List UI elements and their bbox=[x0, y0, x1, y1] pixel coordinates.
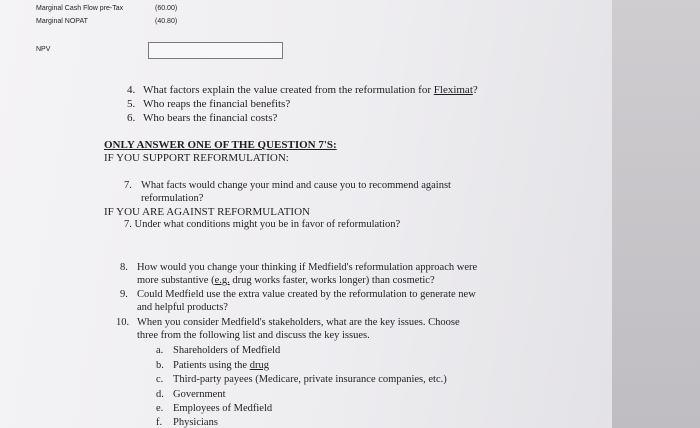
stakeholder-shareholders: Shareholders of Medfield bbox=[173, 345, 281, 356]
q4-number: 4. bbox=[127, 84, 136, 96]
stakeholder-payees: Third-party payees (Medicare, private insurance companies, etc.) bbox=[173, 374, 447, 385]
background-margin bbox=[612, 0, 700, 428]
cash-flow-label: Marginal Cash Flow pre-Tax bbox=[36, 5, 124, 12]
instruction-heading: ONLY ANSWER ONE OF THE QUESTION 7'S: bbox=[104, 139, 337, 151]
nopat-value: (40.80) bbox=[155, 18, 178, 25]
stakeholder-letter-c: c. bbox=[156, 374, 164, 385]
q9-line1: Could Medfield use the extra value created by the reformulation to generate new bbox=[137, 289, 476, 300]
stakeholder-government: Government bbox=[173, 389, 226, 400]
q10-number: 10. bbox=[116, 317, 130, 328]
npv-input-box[interactable] bbox=[148, 42, 283, 59]
nopat-label: Marginal NOPAT bbox=[36, 18, 88, 25]
q7a-number: 7. bbox=[124, 180, 132, 191]
eg-link[interactable]: e.g. bbox=[214, 275, 230, 286]
q4-text: What factors explain the value created from the reformulation for Fleximat? bbox=[143, 84, 478, 96]
q8-line1: How would you change your thinking if Medfield's reformulation approach were bbox=[137, 262, 478, 273]
npv-label: NPV bbox=[36, 46, 51, 53]
q9-number: 9. bbox=[120, 289, 128, 300]
stakeholder-patients: Patients using the drug bbox=[173, 360, 269, 371]
stakeholder-letter-f: f. bbox=[156, 417, 163, 428]
q5-number: 5. bbox=[127, 98, 136, 110]
q7a-line2: reformulation? bbox=[141, 193, 204, 204]
stakeholder-physicians: Physicians bbox=[173, 417, 218, 428]
drug-link[interactable]: drug bbox=[249, 360, 269, 371]
q10-line1: When you consider Medfield's stakeholders, what are the key issues. Choose bbox=[137, 317, 460, 328]
cash-flow-value: (60.00) bbox=[155, 5, 178, 12]
against-heading: IF YOU ARE AGAINST REFORMULATION bbox=[104, 206, 310, 218]
stakeholder-letter-d: d. bbox=[156, 389, 164, 400]
q8-number: 8. bbox=[120, 262, 128, 273]
q6-text: Who bears the financial costs? bbox=[143, 112, 278, 124]
q8-line2: more substantive (e.g. drug works faster, works longer) than cosmetic? bbox=[137, 275, 435, 286]
q7b-text: 7. Under what conditions might you be in favor of reformulation? bbox=[124, 219, 401, 230]
q5-text: Who reaps the financial benefits? bbox=[143, 98, 291, 110]
fleximat-link[interactable]: Fleximat bbox=[433, 84, 473, 96]
stakeholder-letter-e: e. bbox=[156, 403, 164, 414]
q6-number: 6. bbox=[127, 112, 136, 124]
q7a-line1: What facts would change your mind and cause you to recommend against bbox=[141, 180, 451, 191]
support-heading: IF YOU SUPPORT REFORMULATION: bbox=[104, 152, 289, 164]
q9-line2: and helpful products? bbox=[137, 302, 228, 313]
stakeholder-letter-b: b. bbox=[156, 360, 164, 371]
stakeholder-employees: Employees of Medfield bbox=[173, 403, 273, 414]
stakeholder-letter-a: a. bbox=[156, 345, 164, 356]
q10-line2: three from the following list and discuss the key issues. bbox=[137, 330, 370, 341]
